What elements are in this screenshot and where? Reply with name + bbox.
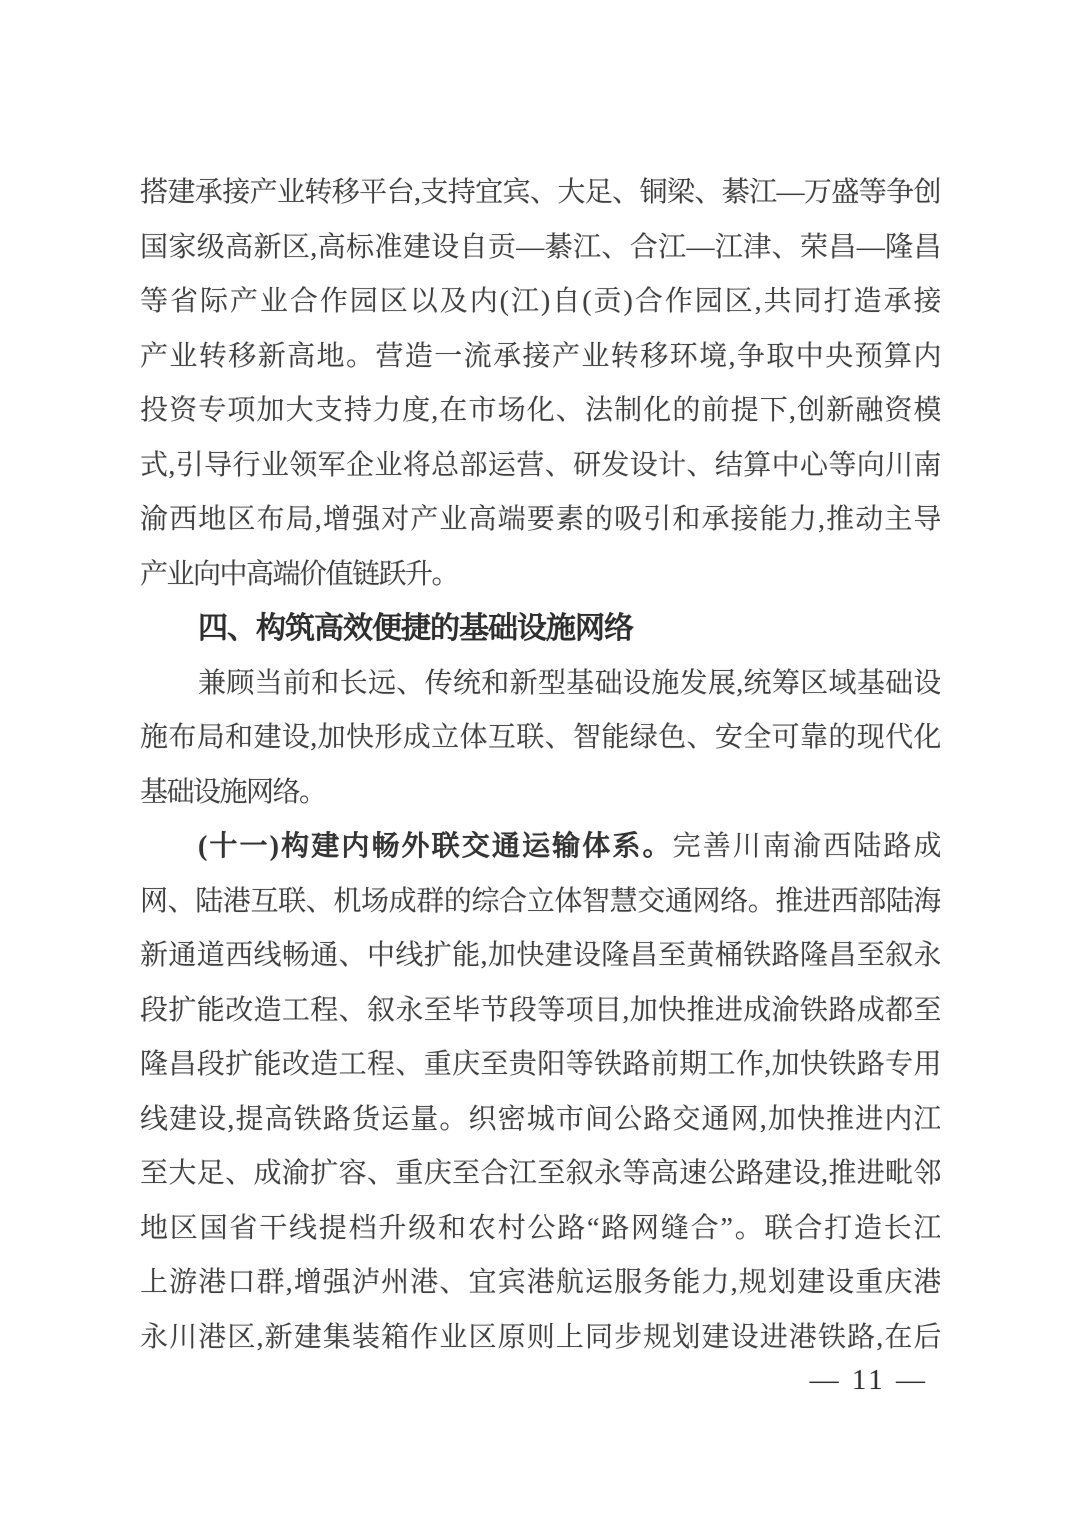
body-line: 渝西地区布局,增强对产业高端要素的吸引和承接能力,推动主导 [140, 504, 940, 535]
body-line: 永川港区,新建集装箱作业区原则上同步规划建设进港铁路,在后 [140, 1321, 940, 1353]
body-line: 国家级高新区,高标准建设自贡—綦江、合江—江津、荣昌—隆昌 [140, 231, 940, 263]
body-line: 段扩能改造工程、叙永至毕节段等项目,加快推进成渝铁路成都至 [140, 994, 940, 1026]
body-line: 隆昌段扩能改造工程、重庆至贵阳等铁路前期工作,加快铁路专用 [140, 1049, 940, 1080]
body-line: 基础设施网络。 [140, 776, 326, 808]
body-line [140, 820, 940, 875]
body-line: 新通道西线畅通、中线扩能,加快建设隆昌至黄桶铁路隆昌至叙永 [140, 940, 940, 971]
body-line: 至大足、成渝扩容、重庆至合江至叙永等高速公路建设,推进毗邻 [140, 1158, 940, 1189]
body-line: 地区国省干线提档升级和农村公路“路网缝合”。联合打造长江 [140, 1212, 940, 1244]
page-number: — 11 — [809, 1364, 928, 1396]
body-line: 产业向中高端价值链跃升。 [140, 558, 459, 590]
body-line: 搭建承接产业转移平台,支持宜宾、大足、铜梁、綦江—万盛等争创 [140, 177, 940, 208]
body-text: 完善川南渝西陆路成 [672, 831, 940, 862]
body-line: 投资专项加大支持力度,在市场化、法制化的前提下,创新融资模 [140, 395, 940, 426]
body-line: 产业转移新高地。营造一流承接产业转移环境,争取中央预算内 [140, 340, 940, 372]
body-line: 网、陆港互联、机场成群的综合立体智慧交通网络。推进西部陆海 [140, 885, 940, 917]
document-text-block [140, 166, 940, 1365]
subsection-heading: (十一)构建内畅外联交通运输体系。 [198, 831, 673, 862]
body-line: 等省际产业合作园区以及内(江)自(贡)合作园区,共同打造承接 [140, 286, 940, 317]
body-line: 施布局和建设,加快形成立体互联、智能绿色、安全可靠的现代化 [140, 722, 940, 753]
body-line: 线建设,提高铁路货运量。织密城市间公路交通网,加快推进内江 [140, 1103, 940, 1135]
body-line: 上游港口群,增强泸州港、宜宾港航运服务能力,规划建设重庆港 [140, 1267, 940, 1298]
body-line: 式,引导行业领军企业将总部运营、研发设计、结算中心等向川南 [140, 449, 940, 481]
body-line: 兼顾当前和长远、传统和新型基础设施发展,统筹区域基础设 [198, 667, 940, 699]
section-heading: 四、构筑高效便捷的基础设施网络 [198, 612, 633, 645]
